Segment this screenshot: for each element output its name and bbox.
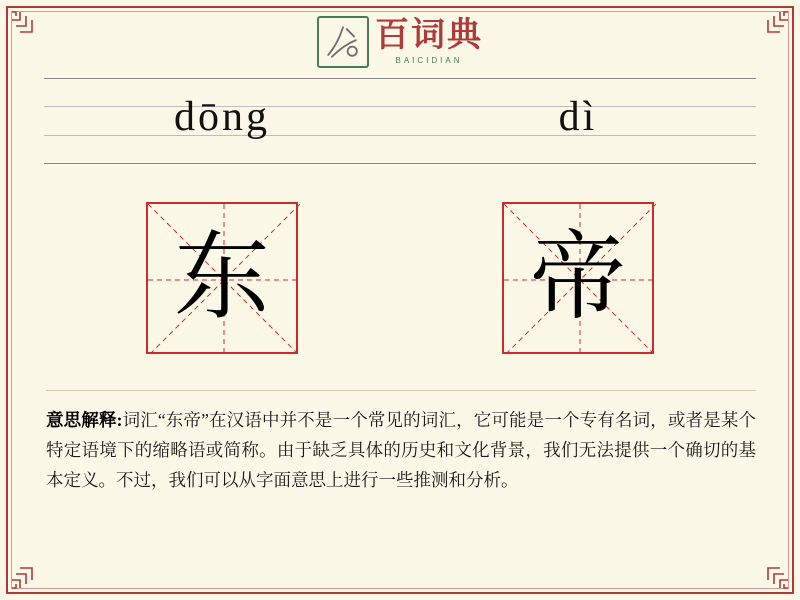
tianzige-grid: [502, 202, 654, 354]
pinyin-row: [44, 78, 756, 164]
site-logo[interactable]: [317, 12, 483, 72]
tianzige-grid: [146, 202, 298, 354]
explanation-text: 词汇“东帝”在汉语中并不是一个常见的词汇，它可能是一个专有名词，或者是某个特定语境下的缩略语或简称。由于缺乏具体的历史和文化背景，我们无法提供一个确切的基本定义。不过，我们可以从字面意思上进行一些推测和分析。: [46, 410, 756, 491]
character-cell-1: [44, 202, 400, 358]
corner-ornament-icon: [10, 556, 44, 590]
corner-ornament-icon: [10, 10, 44, 44]
logo-subtitle: BAICIDIAN: [395, 56, 463, 65]
logo-text: [375, 19, 483, 65]
corner-ornament-icon: [756, 556, 790, 590]
corner-ornament-icon: [756, 10, 790, 44]
pinyin-staff: [44, 78, 756, 164]
pinyin-2: dì: [558, 94, 598, 140]
logo-title: 百词典: [375, 17, 483, 54]
character-glyph-1: 东: [174, 224, 270, 331]
explanation-block: [46, 390, 756, 495]
brush-seal-icon: [317, 16, 369, 68]
character-cell-2: [400, 202, 756, 358]
character-grid-row: [44, 202, 756, 358]
pinyin-1: dōng: [174, 94, 270, 140]
explanation-label: 意思解释:: [46, 410, 123, 430]
character-glyph-2: 帝: [530, 224, 626, 331]
